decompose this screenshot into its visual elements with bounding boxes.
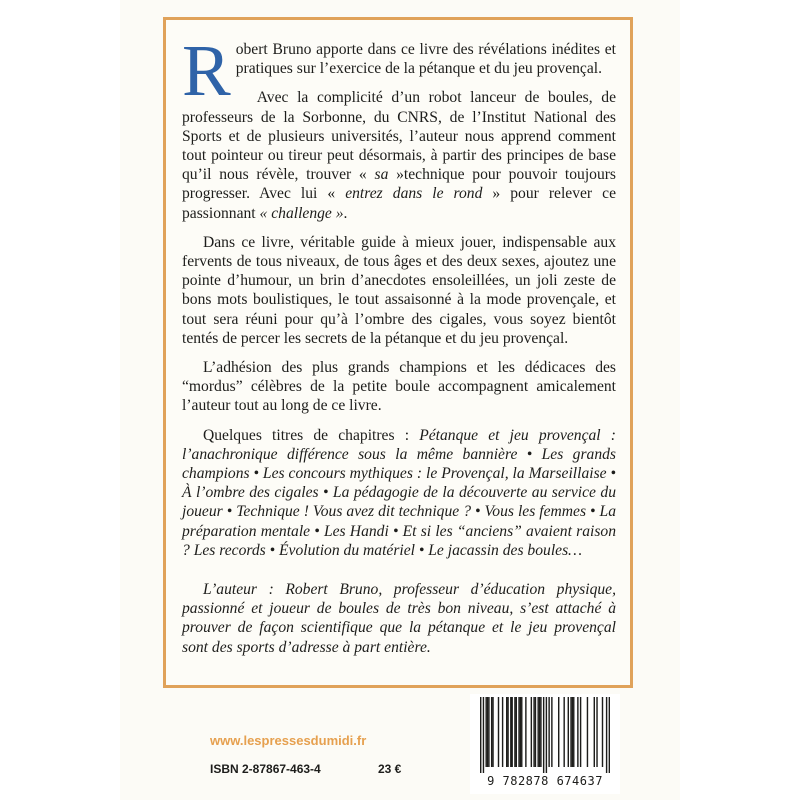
barcode-bar [540,697,541,767]
paragraph-chapters [182,426,616,560]
barcode-bar [518,697,519,767]
barcode-bar [511,697,512,767]
price-label: 23 € [378,762,402,776]
barcode-bar [531,697,532,767]
chapters-list: Pétanque et jeu provençal : l’anachronique différence sous la même bannière • Les grands champions • Les concours mythiques : le Provençal, la Marseillaise • À l’ombre des cigales • La pédagogie de la découverte au service du joueur • Technique ! Vous avez dit technique ? • Vous les femmes • La préparation mentale • Les Handi • Et si les “anciens” avaient raison ? Les records • Évolution du matériel • Le jacassin des boules… [182,426,616,559]
barcode-bar [510,697,511,767]
barcode-bar [507,697,508,767]
barcode-bar [568,697,569,767]
barcode-bar [514,697,515,767]
robot-text-sa: sa [374,166,389,184]
barcode-bar [492,697,493,767]
barcode-bar [525,697,526,767]
barcode-bar [573,697,574,767]
paragraph-robot [182,88,616,222]
barcode-bar [480,697,481,773]
barcode-bar [487,697,488,767]
barcode [470,694,620,794]
barcode-bar [521,697,522,767]
barcode-bar [539,697,540,767]
barcode-bar [535,697,536,767]
robot-text-c: » pour relever ce passionnant [182,185,616,222]
barcode-bar [483,697,484,773]
barcode-bar [551,697,552,767]
barcode-bar [606,697,607,773]
barcode-bar [488,697,489,767]
barcode-bars [480,697,610,773]
barcode-bar [602,697,603,767]
blurb-text [182,30,617,667]
robot-text-challenge: « challenge » [259,204,344,222]
barcode-bar [563,697,564,767]
barcode-bar [594,697,595,767]
robot-text-a: Avec la complicité d’un robot lanceur de boules, de professeurs de la Sorbonne, du CNRS, de l’Institut National des Sports et de plusieurs universités, l’auteur nous apprend comment tout pointeur ou tireur peut désormais, à partir des principes de base qu’il nous révèle, trouver « [182,89,616,184]
barcode-bar [543,697,544,773]
robot-text-b: »technique pour pouvoir toujours progresser. Avec lui « [182,166,617,203]
barcode-bar [580,697,581,767]
barcode-bar [506,697,507,767]
barcode-bar [558,697,559,767]
barcode-bar [498,697,499,767]
barcode-bar [485,697,486,767]
paragraph-guide: Dans ce livre, véritable guide à mieux jouer, indispensable aux fervents de tous niveaux, de tous âges et des deux sexes, ajoutez une pointe d’humour, un brin d’anecdotes ensoleillées, un joli zeste de bons mots boulistiques, le tout assaisonné à la mode provençale, et tout sera réuni pour qu’à l’ombre des cigales, vous soyez bientôt tentés de percer les secrets de la pétanque et du jeu provençal. [182,233,616,347]
paragraph-champions: L’adhésion des plus grands champions et les dédicaces des “mordus” célèbres de la petite boule accompagnent amicalement l’auteur tout au long de ce livre. [182,359,616,415]
barcode-bar [570,697,571,767]
barcode-bar [548,697,549,767]
isbn-number: ISBN 2-87867-463-4 [210,762,321,776]
barcode-bar [502,697,503,767]
chapters-intro: Quelques titres de chapitres : [203,426,420,444]
publisher-website: www.lespressesdumidi.fr [210,733,367,748]
barcode-digits: 9 782878 674637 [487,774,603,788]
robot-text-rond: entrez dans le rond [345,185,483,203]
barcode-bar [609,697,610,773]
drop-cap: R [182,30,231,111]
barcode-bar [520,697,521,767]
barcode-bar [587,697,588,767]
barcode-bar [546,697,547,773]
intro-text: obert Bruno apporte dans ce livre des révélations inédites et pratiques sur l’exercice de la pétanque et du jeu provençal. [235,41,616,78]
barcode-bar [533,697,534,767]
barcode-bar [516,697,517,767]
barcode-bar [577,697,578,767]
barcode-bar [491,697,492,767]
barcode-bar [537,697,538,767]
barcode-bar [572,697,573,767]
paragraph-author: L’auteur : Robert Bruno, professeur d’éducation physique, passionné et joueur de boules de très bon niveau, s’est attaché à prouver de façon scientifique que la pétanque et le jeu provençal sont des sports d’adresse à part entière. [182,581,616,656]
robot-text-d: . [343,204,348,222]
barcode-bar [596,697,597,767]
paragraph-intro [182,30,616,111]
